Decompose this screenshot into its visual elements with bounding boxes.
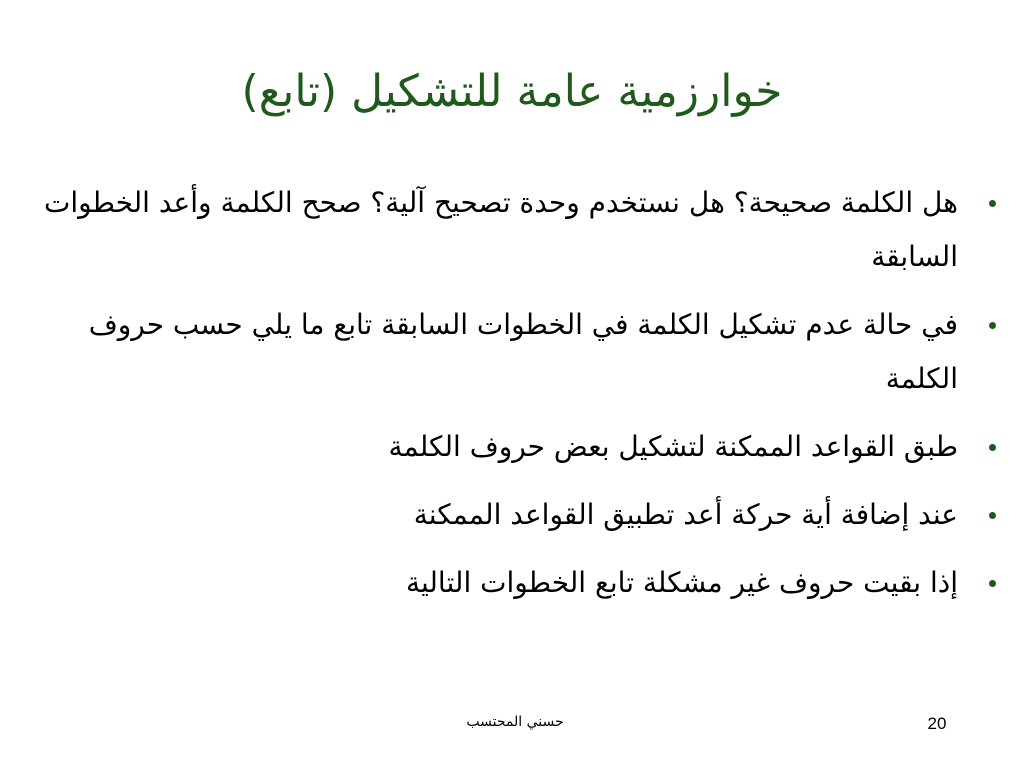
bullet-dot-icon: [989, 580, 996, 587]
bullet-dot-icon: [989, 512, 996, 519]
bullet-item: [20, 298, 1004, 406]
bullet-dot-icon: [989, 322, 996, 329]
bullet-item: [20, 488, 1004, 542]
bullet-list: [20, 176, 1004, 624]
bullet-text: عند إضافة أية حركة أعد تطبيق القواعد الممكنة: [413, 498, 958, 531]
bullet-text: في حالة عدم تشكيل الكلمة في الخطوات السابقة تابع ما يلي حسب حروف الكلمة: [88, 308, 958, 395]
bullet-item: [20, 556, 1004, 610]
slide-title: خوارزمية عامة للتشكيل (تابع): [241, 66, 783, 117]
bullet-dot-icon: [989, 444, 996, 451]
bullet-dot-icon: [989, 200, 996, 207]
bullet-text: طبق القواعد الممكنة لتشكيل بعض حروف الكلمة: [388, 430, 958, 463]
footer-author: حسني المحتسب: [466, 714, 564, 730]
page-number: 20: [927, 714, 947, 733]
bullet-item: [20, 176, 1004, 284]
bullet-text: إذا بقيت حروف غير مشكلة تابع الخطوات التالية: [405, 566, 958, 599]
bullet-item: [20, 420, 1004, 474]
bullet-text: هل الكلمة صحيحة؟ هل نستخدم وحدة تصحيح آلية؟ صحح الكلمة وأعد الخطوات السابقة: [44, 186, 958, 273]
